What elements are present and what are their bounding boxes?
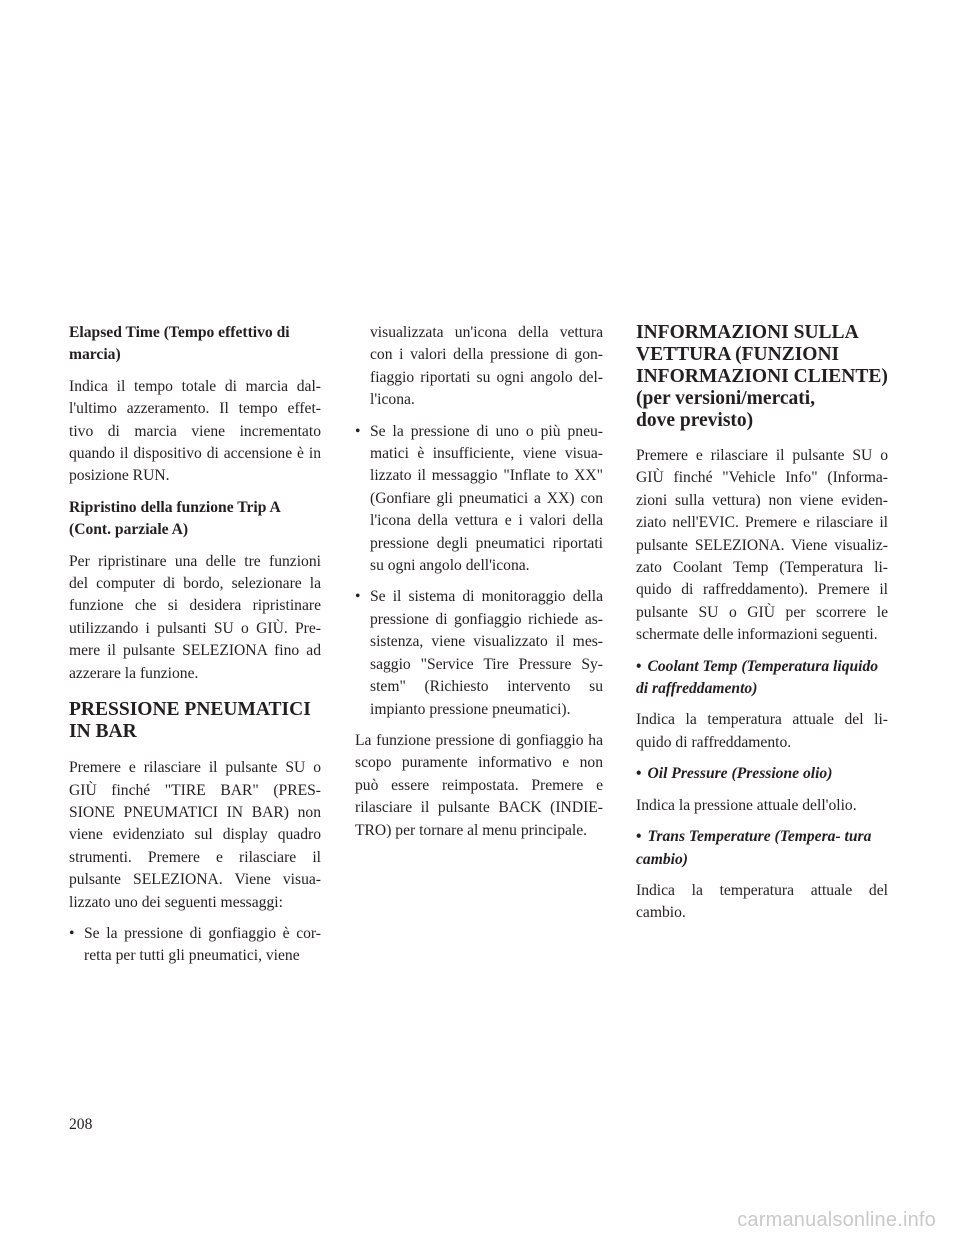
oil-pressure-item-heading xyxy=(636,763,888,785)
bullet-icon: • xyxy=(636,765,642,783)
bullet-icon: • xyxy=(355,422,361,440)
bullet-text-correct-pressure: Se la pressione di gonfiaggio è cor- retta per tutti gli pneumatici, viene xyxy=(84,924,321,965)
bullet-text-low-pressure: Se la pressione di uno o più pneu- matici è insufficiente, viene visua- lizzato il messaggio "Inflate to XX" (Gonfiare gli pneumatici a XX) con l'icona della vettura e i valori della pressione degli pneumatici riportati su ogni angolo dell'icona. xyxy=(370,422,603,575)
trans-temp-text: Indica la temperatura attuale del cambio. xyxy=(636,881,888,922)
vehicle-info-title-line5: dove previsto) xyxy=(636,410,754,431)
oil-pressure-title: Oil Pressure (Pressione olio) xyxy=(647,765,833,783)
tire-message-list-part1 xyxy=(69,923,321,968)
coolant-temp-item-heading xyxy=(636,656,888,701)
trip-reset-text: Per ripristinare una delle tre funzioni del computer di bordo, selezionare la funzione che si desidera ripristinare utilizzando i pulsanti SU o GIÙ. Pre- mere il pulsante SELEZIONA fino ad azzerare la funzione. xyxy=(69,552,321,682)
vehicle-info-intro: Premere e rilasciare il pulsante SU o GIÙ finché "Vehicle Info" (Informa- zioni sulla vettura) non viene eviden- ziato nell'EVIC. Premere e rilasciare il pulsante SELEZIONA. Viene visualiz- zato Coolant Temp (Temperatura li- quido di raffreddamento). Premere il pulsante SU o GIÙ per scorrere le schermate delle informazioni seguenti. xyxy=(636,447,888,644)
list-item xyxy=(69,923,321,968)
tire-message-list-part2 xyxy=(355,421,603,721)
trans-temp-item-heading xyxy=(636,826,888,871)
left-column xyxy=(69,322,321,968)
tire-pressure-title-line2: IN BAR xyxy=(69,721,137,743)
vehicle-info-title-line3: INFORMAZIONI CLIENTE) xyxy=(636,366,888,387)
watermark-text[interactable]: carmanualsonline.info xyxy=(737,1209,936,1231)
coolant-temp-title: Coolant Temp (Temperatura liquido di raffreddamento) xyxy=(636,657,879,698)
bullet-icon: • xyxy=(69,924,75,942)
vehicle-info-title-line4: (per versioni/mercati, xyxy=(636,388,816,409)
trans-temp-title: Trans Temperature (Tempera- tura cambio) xyxy=(636,828,872,868)
vehicle-info-section-title xyxy=(636,322,888,432)
coolant-temp-text: Indica la temperatura attuale del li- quido di raffreddamento. xyxy=(636,711,888,751)
page-number: 208 xyxy=(69,1116,93,1133)
vehicle-info-title-line2: VETTURA (FUNZIONI xyxy=(636,344,840,365)
list-item xyxy=(355,586,603,720)
oil-pressure-text: Indica la pressione attuale dell'olio. xyxy=(636,796,857,814)
list-item xyxy=(355,421,603,578)
bullet-icon: • xyxy=(636,828,642,846)
bullet-text-correct-pressure-cont: visualizzata un'icona della vettura con i valori della pressione di gon- fiaggio riportati su ogni angolo del- l'icona. xyxy=(370,324,603,409)
elapsed-time-heading: Elapsed Time (Tempo effettivo di marcia) xyxy=(69,324,290,364)
tire-pressure-closing-text: La funzione pressione di gonfiaggio ha scopo puramente informativo e non può essere reimpostata. Premere e rilasciare il pulsante BACK (INDIE- TRO) per tornare al menu principale. xyxy=(355,731,603,839)
right-column xyxy=(636,322,888,925)
bullet-icon: • xyxy=(636,657,642,675)
trip-reset-heading: Ripristino della funzione Trip A (Cont. parziale A) xyxy=(69,498,280,539)
tire-pressure-intro: Premere e rilasciare il pulsante SU o GIÙ finché "TIRE BAR" (PRES- SIONE PNEUMATICI IN BAR) non viene evidenziato sul display quadro strumenti. Premere e rilasciare il pulsante SELEZIONA. Viene visua- lizzato uno dei seguenti messaggi: xyxy=(69,759,321,911)
bullet-text-service-system: Se il sistema di monitoraggio della pressione di gonfiaggio richiede as- sistenza, viene visualizzato il mes- saggio "Service Tire Pressure Sy- stem" (Richiesto intervento su impianto pressione pneumatici). xyxy=(370,588,603,718)
middle-column xyxy=(355,322,603,842)
tire-pressure-section-title xyxy=(69,699,321,743)
vehicle-info-title-line1: INFORMAZIONI SULLA xyxy=(636,322,859,343)
tire-pressure-title-line1: PRESSIONE PNEUMATICI xyxy=(69,699,311,721)
bullet-icon: • xyxy=(355,588,361,606)
elapsed-time-text: Indica il tempo totale di marcia dal- l'ultimo azzeramento. Il tempo effet- tivo di marcia viene incrementato quando il dispositivo di accensione è in posizione RUN. xyxy=(69,377,321,485)
